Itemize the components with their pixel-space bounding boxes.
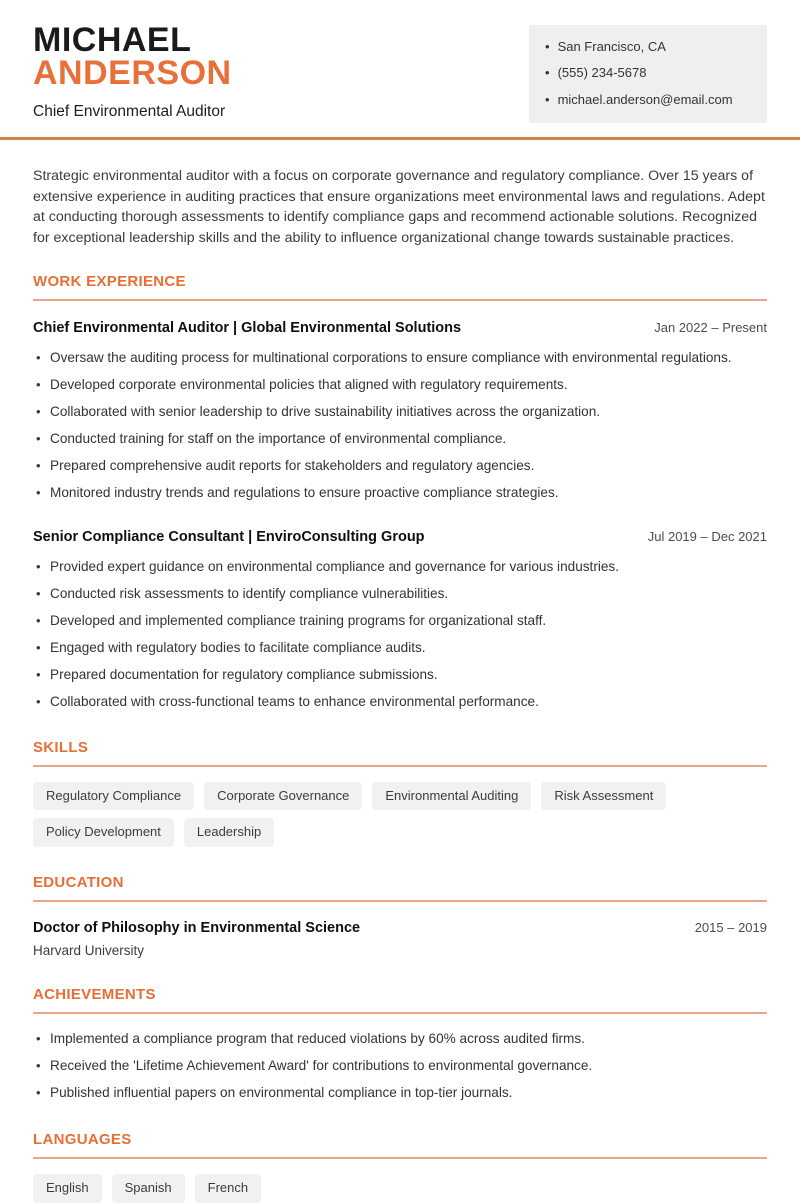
job-title: Senior Compliance Consultant | EnviroConsulting Group xyxy=(33,528,425,545)
education-school: Harvard University xyxy=(33,942,145,958)
section-rule xyxy=(33,900,767,902)
section-rule xyxy=(33,765,767,767)
section-work-experience xyxy=(33,273,767,711)
contact-phone xyxy=(545,65,751,81)
first-name: MICHAEL xyxy=(33,21,192,59)
bullet-icon: • xyxy=(545,65,550,81)
contact-phone-text: (555) 234-5678 xyxy=(557,65,647,81)
language-tag-list xyxy=(33,1174,767,1202)
achievement-bullet-list xyxy=(33,1030,767,1102)
header xyxy=(33,0,767,121)
education-entry xyxy=(33,920,767,958)
contact-email-text: michael.anderson@email.com xyxy=(557,91,733,107)
section-education xyxy=(33,874,767,958)
skill-tag: Policy Development xyxy=(33,818,174,846)
skills-heading: SKILLS xyxy=(33,739,89,757)
job-title: Chief Environmental Auditor | Global Environmental Solutions xyxy=(33,320,462,337)
contact-box xyxy=(529,25,767,123)
achievement-bullet: • Received the 'Lifetime Achievement Award' for contributions to environmental governance. xyxy=(33,1057,767,1075)
skill-tag: Regulatory Compliance xyxy=(33,782,194,810)
language-tag: French xyxy=(195,1174,261,1202)
section-rule xyxy=(33,1157,767,1159)
section-rule xyxy=(33,1012,767,1014)
job-dates: Jan 2022 – Present xyxy=(654,320,767,336)
skill-tag: Leadership xyxy=(184,818,274,846)
job-bullet-list xyxy=(33,349,767,502)
job-bullet: • Conducted training for staff on the importance of environmental compliance. xyxy=(33,430,767,448)
contact-email xyxy=(545,92,751,108)
skill-tag: Environmental Auditing xyxy=(372,782,531,810)
job-bullet: • Developed and implemented compliance training programs for organizational staff. xyxy=(33,612,767,630)
job-bullet: • Conducted risk assessments to identify compliance vulnerabilities. xyxy=(33,585,767,603)
section-achievements xyxy=(33,986,767,1102)
person-job-title: Chief Environmental Auditor xyxy=(33,103,226,120)
skill-tag-list xyxy=(33,782,767,847)
resume-page xyxy=(0,0,800,121)
summary-paragraph: Strategic environmental auditor with a focus on corporate governance and regulatory compliance. Over 15 years of extensive experience in auditing practices that ensure organizations meet environmental laws and regulations. Adept at conducting thorough assessments to identify compliance gaps and recommend actionable solutions. Recognized for exceptional leadership skills and the ability to influence organizational change towards sustainable practices. xyxy=(33,168,765,246)
contact-location xyxy=(545,39,751,55)
job-bullet: • Monitored industry trends and regulations to ensure proactive compliance strategies. xyxy=(33,484,767,502)
language-tag: Spanish xyxy=(112,1174,185,1202)
education-heading: EDUCATION xyxy=(33,873,124,891)
job-bullet: • Engaged with regulatory bodies to facilitate compliance audits. xyxy=(33,639,767,657)
job-entry xyxy=(33,529,767,711)
education-dates: 2015 – 2019 xyxy=(694,919,767,935)
job-bullet: • Developed corporate environmental policies that aligned with regulatory requirements. xyxy=(33,376,767,394)
job-header xyxy=(33,320,767,336)
language-tag: English xyxy=(33,1174,102,1202)
job-bullet: • Prepared documentation for regulatory compliance submissions. xyxy=(33,666,767,684)
achievements-heading: ACHIEVEMENTS xyxy=(33,985,156,1003)
section-rule xyxy=(33,299,767,301)
achievement-bullet: • Implemented a compliance program that reduced violations by 60% across audited firms. xyxy=(33,1030,767,1048)
job-bullet: • Prepared comprehensive audit reports for stakeholders and regulatory agencies. xyxy=(33,457,767,475)
header-divider xyxy=(0,137,800,140)
section-skills xyxy=(33,739,767,847)
job-header xyxy=(33,529,767,545)
contact-location-text: San Francisco, CA xyxy=(557,39,666,54)
job-bullet: • Provided expert guidance on environmental compliance and governance for various industries. xyxy=(33,558,767,576)
bullet-icon: • xyxy=(545,39,550,54)
education-degree: Doctor of Philosophy in Environmental Science xyxy=(33,919,361,936)
work-experience-heading: WORK EXPERIENCE xyxy=(33,273,186,291)
job-bullet-list xyxy=(33,558,767,711)
job-bullet: • Collaborated with cross-functional teams to enhance environmental performance. xyxy=(33,693,767,711)
skill-tag: Corporate Governance xyxy=(204,782,362,810)
languages-heading: LANGUAGES xyxy=(33,1131,132,1149)
achievement-bullet: • Published influential papers on environmental compliance in top-tier journals. xyxy=(33,1084,767,1102)
job-bullet: • Oversaw the auditing process for multinational corporations to ensure compliance with environmental regulations. xyxy=(33,349,767,367)
bullet-icon: • xyxy=(545,91,550,107)
education-header xyxy=(33,920,767,936)
last-name: ANDERSON xyxy=(33,54,232,92)
job-entry xyxy=(33,320,767,502)
job-dates: Jul 2019 – Dec 2021 xyxy=(647,528,767,544)
job-bullet: • Collaborated with senior leadership to drive sustainability initiatives across the organization. xyxy=(33,403,767,421)
skill-tag: Risk Assessment xyxy=(541,782,666,810)
section-languages xyxy=(33,1131,767,1202)
